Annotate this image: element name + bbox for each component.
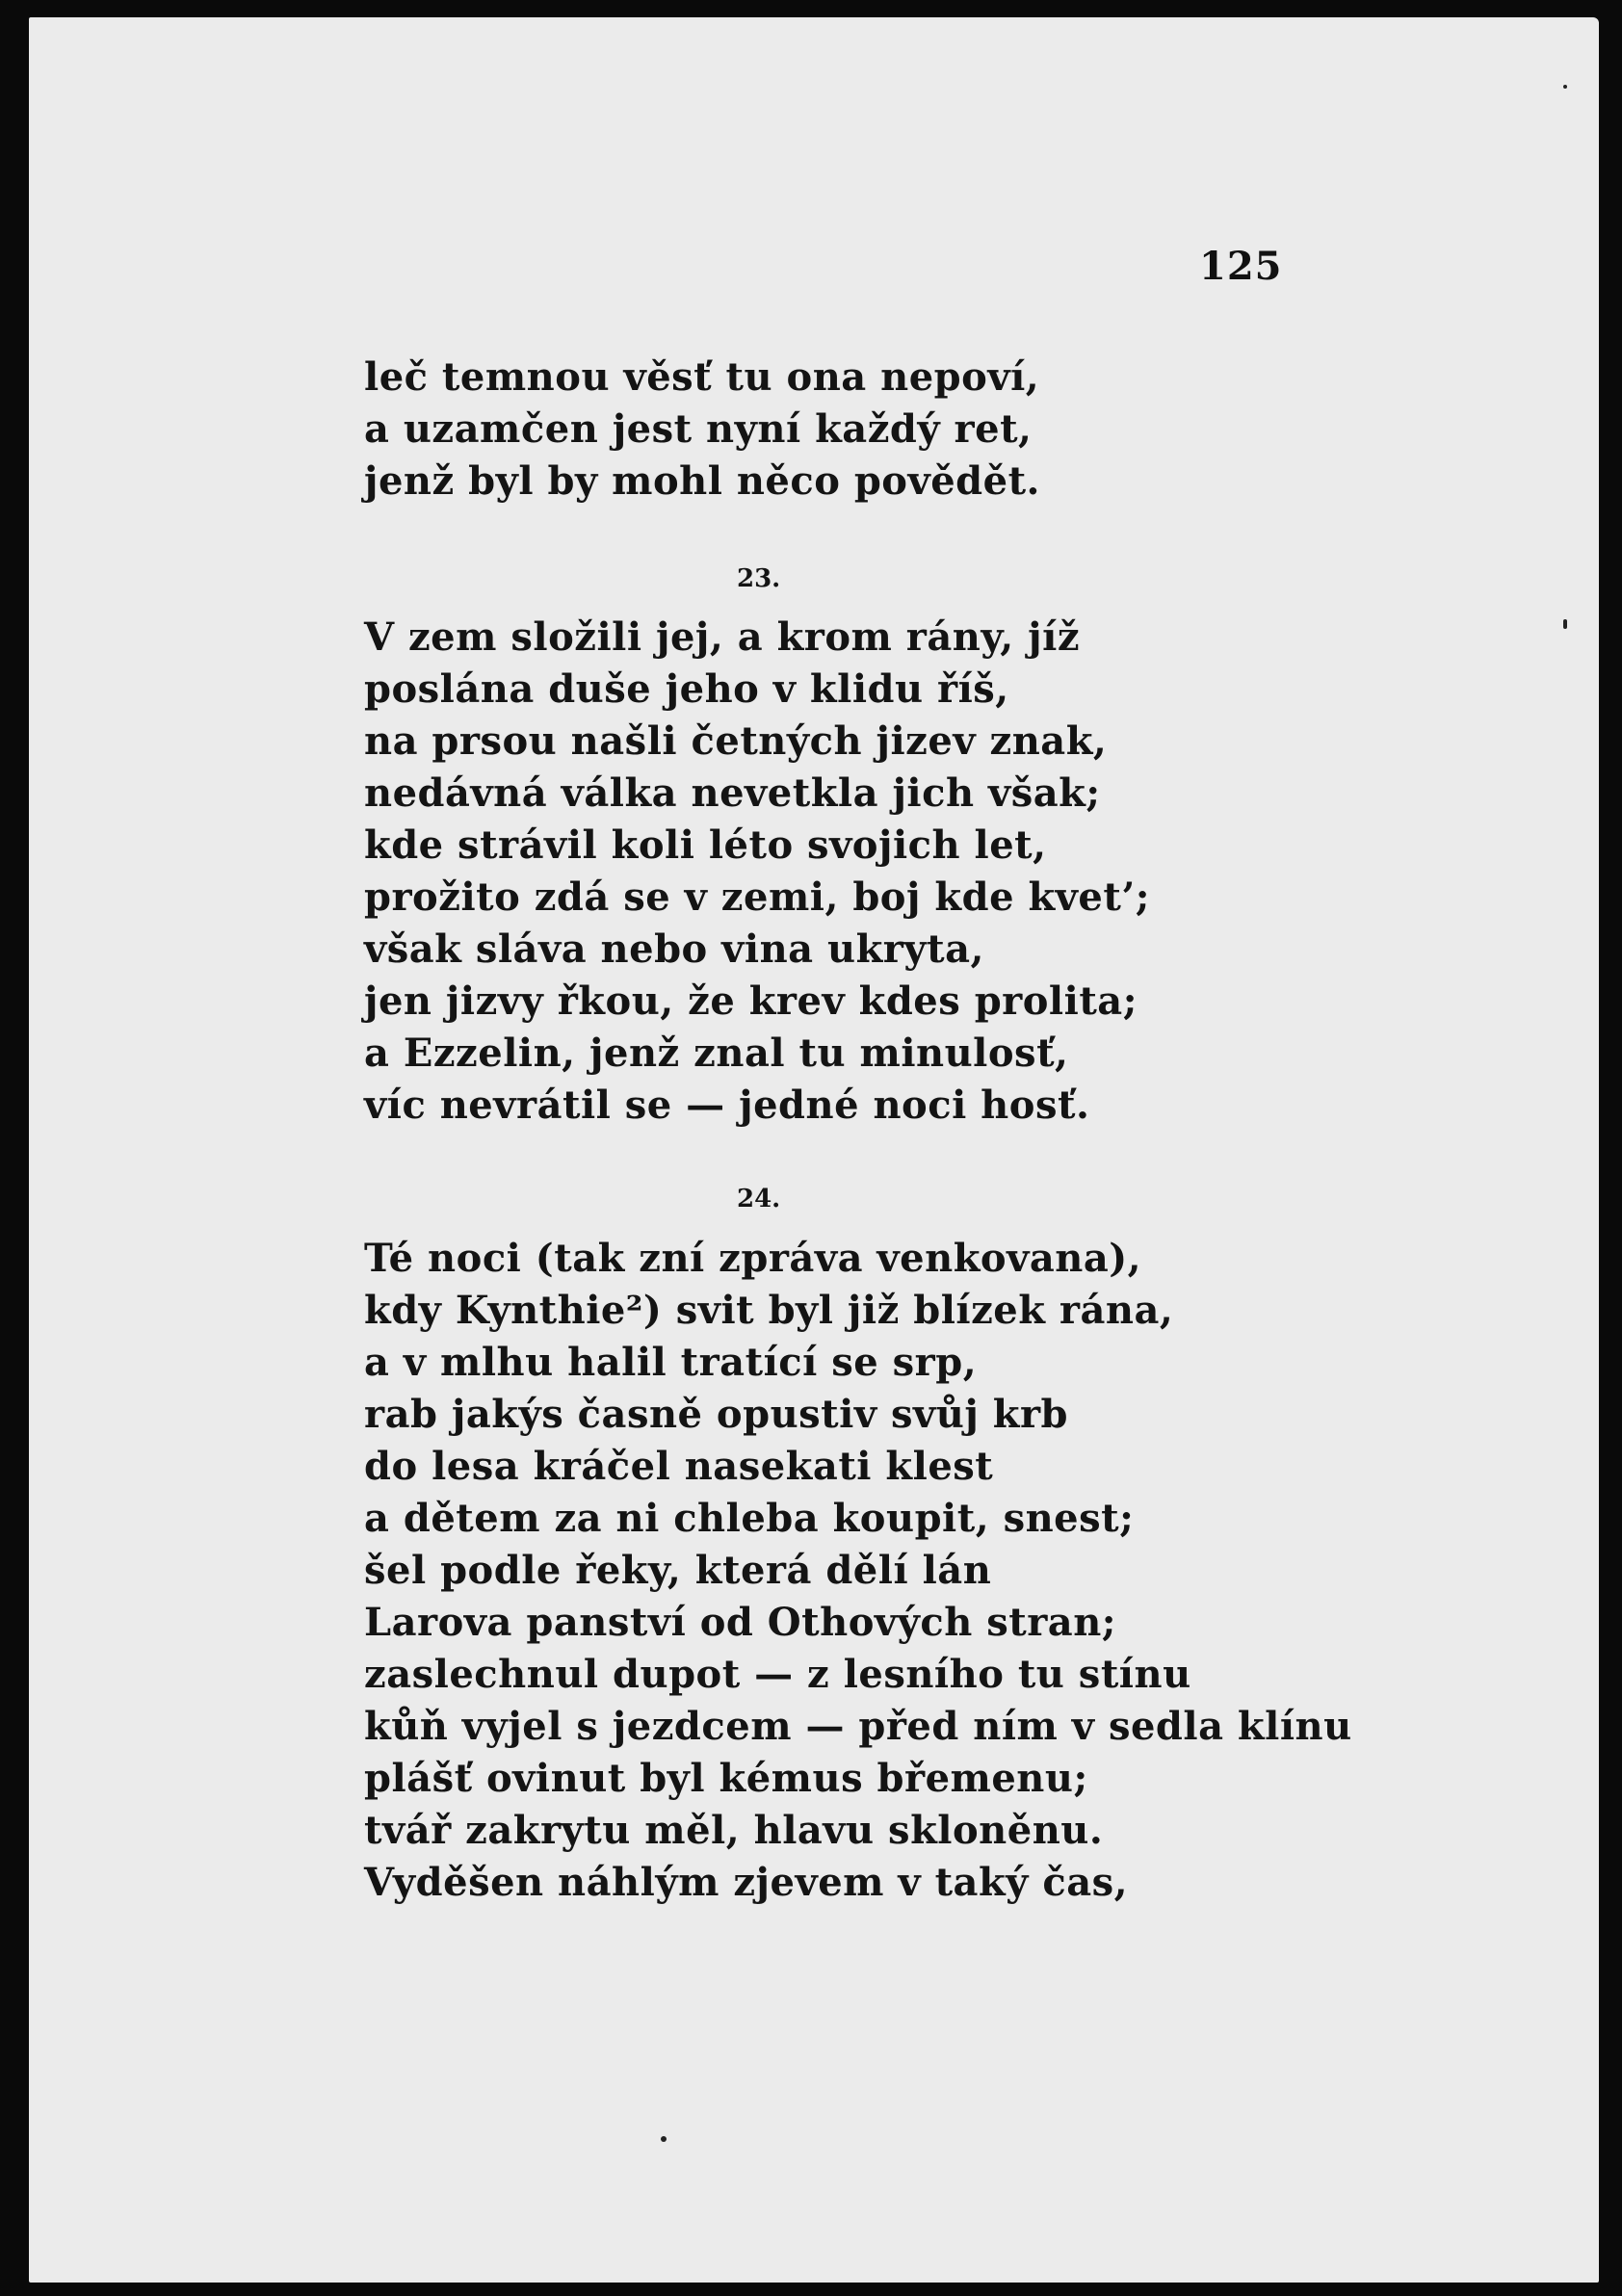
verse-line: tvář zakrytu měl, hlavu skloněnu.	[364, 1808, 1104, 1853]
verse-line: a Ezzelin, jenž znal tu minulosť,	[364, 1031, 1069, 1076]
verse-line: leč temnou věsť tu ona nepoví,	[364, 354, 1040, 400]
ink-speck	[1563, 619, 1567, 629]
opening-lines	[364, 352, 1040, 508]
verse-line: prožito zdá se v zemi, boj kde kvet’;	[364, 874, 1151, 920]
verse-line: Larova panství od Othových stran;	[364, 1600, 1117, 1645]
verse-line: do lesa kráčel nasekati klest	[364, 1444, 994, 1489]
verse-line: poslána duše jeho v klidu říš,	[364, 666, 1009, 712]
ink-speck	[1563, 85, 1567, 89]
verse-line: šel podle řeky, která dělí lán	[364, 1548, 992, 1593]
verse-line: a dětem za ni chleba koupit, snest;	[364, 1496, 1135, 1541]
verse-line: jen jizvy řkou, že krev kdes prolita;	[364, 978, 1138, 1024]
book-page	[29, 17, 1599, 2283]
verse-line: V zem složili jej, a krom rány, jíž	[364, 614, 1081, 660]
verse-line: kůň vyjel s jezdcem — před ním v sedla klínu	[364, 1704, 1352, 1749]
verse-line: a uzamčen jest nyní každý ret,	[364, 406, 1033, 452]
verse-line: zaslechnul dupot — z lesního tu stínu	[364, 1652, 1191, 1697]
verse-line: a v mlhu halil tratící se srp,	[364, 1340, 978, 1385]
verse-line: však sláva nebo vina ukryta,	[364, 926, 984, 972]
verse-line: rab jakýs časně opustiv svůj krb	[364, 1392, 1069, 1437]
verse-line: Té noci (tak zní zpráva venkovana),	[364, 1236, 1142, 1281]
verse-line: jenž byl by mohl něco povědět.	[364, 458, 1040, 504]
verse-line: víc nevrátil se — jedné noci hosť.	[364, 1083, 1090, 1128]
stanza-number: 23.	[737, 564, 781, 593]
verse-line: na prsou našli četných jizev znak,	[364, 718, 1108, 764]
stanza-24	[364, 1233, 1352, 1909]
verse-line: Vyděšen náhlým zjevem v taký čas,	[364, 1860, 1129, 1905]
verse-line: kdy Kynthie²) svit byl již blízek rána,	[364, 1288, 1174, 1333]
ink-speck	[661, 2136, 667, 2142]
verse-line: plášť ovinut byl kémus břemenu;	[364, 1756, 1088, 1801]
stanza-number: 24.	[737, 1185, 781, 1213]
stanza-23	[364, 612, 1150, 1132]
verse-line: nedávná válka nevetkla jich však;	[364, 770, 1101, 816]
verse-line: kde strávil koli léto svojich let,	[364, 822, 1047, 868]
page-number: 125	[1199, 244, 1283, 289]
